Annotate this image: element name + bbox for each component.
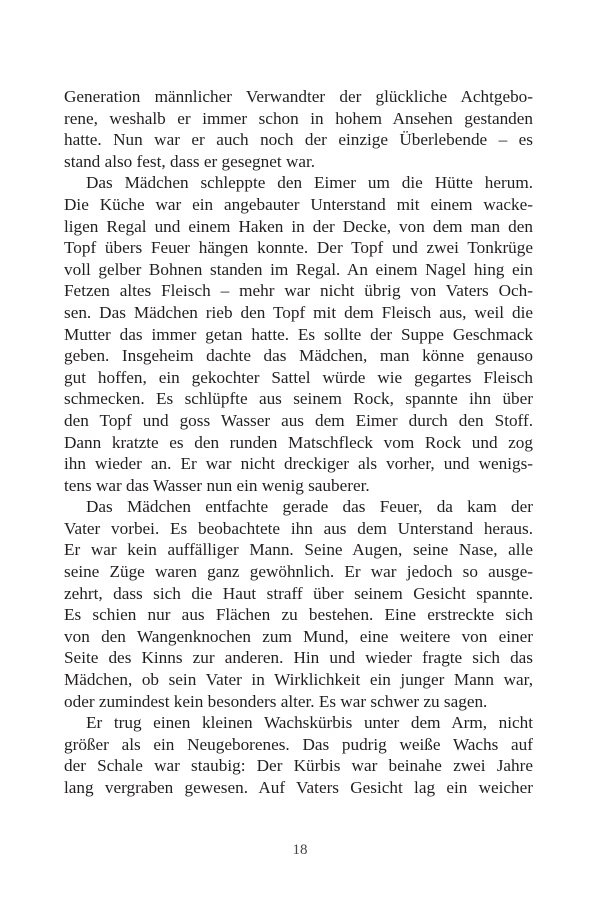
page-number: 18 [292, 842, 308, 858]
text-line: größer als ein Neugeborenes. Das pudrig weiße Wachs auf [64, 734, 533, 754]
text-line: hatte. Nun war er auch noch der einzige Überlebende – es [64, 130, 533, 150]
text-line: ligen Regal und einem Haken in der Decke, von dem man den [64, 216, 533, 236]
text-line: Fetzen altes Fleisch – mehr war nicht übrig von Vaters Och- [64, 281, 533, 301]
text-line: Mutter das immer getan hatte. Es sollte der Suppe Geschmack [64, 324, 533, 344]
text-line: lang vergraben gewesen. Auf Vaters Gesicht lag ein weicher [64, 778, 533, 797]
text-line: schmecken. Es schlüpfte aus seinem Rock, spannte ihn über [64, 389, 533, 409]
text-line: Das Mädchen entfachte gerade das Feuer, da kam der [86, 497, 533, 517]
text-line: Vater vorbei. Es beobachtete ihn aus dem Unterstand heraus. [64, 518, 533, 538]
text-line: rene, weshalb er immer schon in hohem Ansehen gestanden [64, 108, 533, 128]
paragraph [64, 712, 533, 798]
text-line: der Schale war staubig: Der Kürbis war beinahe zwei Jahre [64, 756, 533, 776]
paragraph [64, 496, 533, 712]
text-line: zehrt, dass sich die Haut straff über seinem Gesicht spannte. [64, 583, 533, 603]
text-line: tens war das Wasser nun ein wenig sauberer. [64, 475, 370, 495]
text-line: stand also fest, dass er gesegnet war. [64, 151, 316, 171]
text-line: geben. Insgeheim dachte das Mädchen, man könne genauso [64, 346, 533, 366]
text-line: Er war kein auffälliger Mann. Seine Augen, seine Nase, alle [64, 540, 533, 560]
text-line: Dann kratzte es den runden Matschfleck vom Rock und zog [64, 432, 533, 452]
paragraph [64, 172, 533, 496]
text-line: Er trug einen kleinen Wachskürbis unter dem Arm, nicht [86, 713, 533, 733]
text-line: Topf übers Feuer hängen konnte. Der Topf und zwei Tonkrüge [64, 238, 533, 258]
text-line: seine Züge waren ganz gewöhnlich. Er war jedoch so ausge- [64, 562, 533, 582]
text-line: Die Küche war ein angebauter Unterstand mit einem wacke- [64, 194, 533, 214]
text-line: Seite des Kinns zur anderen. Hin und wieder fragte sich das [64, 648, 533, 668]
text-line: Es schien nur aus Flächen zu bestehen. Eine erstreckte sich [64, 605, 533, 625]
text-line: den Topf und goss Wasser aus dem Eimer durch den Stoff. [64, 410, 533, 430]
text-line: oder zumindest kein besonders alter. Es war schwer zu sagen. [64, 691, 488, 711]
text-line: Mädchen, ob sein Vater in Wirklichkeit ein junger Mann war, [64, 670, 533, 690]
body-text [64, 86, 533, 799]
text-line: von den Wangenknochen zum Mund, eine weitere von einer [64, 626, 533, 646]
paragraph [64, 86, 533, 172]
text-line: Generation männlicher Verwandter der glückliche Achtgebo- [64, 87, 533, 106]
text-line: ihn wieder an. Er war nicht dreckiger als vorher, und wenigs- [64, 454, 533, 474]
text-line: voll gelber Bohnen standen im Regal. An einem Nagel hing ein [64, 259, 533, 279]
text-line: gut hoffen, ein gekochter Sattel würde wie gegartes Fleisch [64, 367, 533, 387]
text-line: Das Mädchen schleppte den Eimer um die Hütte herum. [86, 173, 533, 193]
text-line: sen. Das Mädchen rieb den Topf mit dem Fleisch aus, weil die [64, 302, 533, 322]
